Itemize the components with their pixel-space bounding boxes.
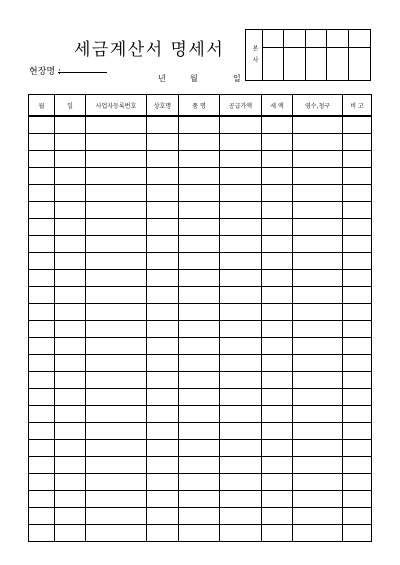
cell-month[interactable]	[29, 423, 55, 440]
cell-item[interactable]	[179, 168, 220, 185]
cell-day[interactable]	[55, 151, 86, 168]
cell-item[interactable]	[179, 304, 220, 321]
cell-month[interactable]	[29, 338, 55, 355]
cell-business-no[interactable]	[86, 372, 147, 389]
cell-receipt-claim[interactable]	[293, 321, 343, 338]
date-month-label: 월	[190, 74, 198, 83]
approval-grid	[263, 30, 370, 80]
cell-item[interactable]	[179, 355, 220, 372]
cell-receipt-claim[interactable]	[293, 236, 343, 253]
cell-business-no[interactable]	[86, 474, 147, 491]
cell-day[interactable]	[55, 474, 86, 491]
header-supply-amount: 공급가액	[220, 95, 262, 117]
table-row	[29, 508, 372, 525]
approval-sign-cell[interactable]	[349, 48, 370, 80]
cell-day[interactable]	[55, 304, 86, 321]
cell-business-no[interactable]	[86, 525, 147, 542]
cell-item[interactable]	[179, 270, 220, 287]
cell-receipt-claim[interactable]	[293, 372, 343, 389]
cell-item[interactable]	[179, 525, 220, 542]
cell-company[interactable]	[147, 168, 179, 185]
cell-supply-amount[interactable]	[220, 219, 262, 236]
cell-remarks[interactable]	[343, 304, 372, 321]
cell-receipt-claim[interactable]	[293, 406, 343, 423]
cell-company[interactable]	[147, 440, 179, 457]
cell-supply-amount[interactable]	[220, 406, 262, 423]
cell-business-no[interactable]	[86, 440, 147, 457]
cell-day[interactable]	[55, 168, 86, 185]
header-month: 월	[29, 95, 55, 117]
cell-business-no[interactable]	[86, 338, 147, 355]
cell-company[interactable]	[147, 116, 179, 134]
cell-item[interactable]	[179, 491, 220, 508]
cell-company[interactable]	[147, 491, 179, 508]
cell-remarks[interactable]	[343, 168, 372, 185]
cell-remarks[interactable]	[343, 355, 372, 372]
table-row	[29, 116, 372, 134]
cell-business-no[interactable]	[86, 253, 147, 270]
cell-month[interactable]	[29, 236, 55, 253]
cell-remarks[interactable]	[343, 253, 372, 270]
approval-sign-cell[interactable]	[284, 48, 305, 80]
cell-supply-amount[interactable]	[220, 389, 262, 406]
cell-month[interactable]	[29, 134, 55, 151]
cell-day[interactable]	[55, 219, 86, 236]
cell-item[interactable]	[179, 116, 220, 134]
cell-tax[interactable]	[262, 134, 293, 151]
table-row	[29, 287, 372, 304]
cell-month[interactable]	[29, 508, 55, 525]
cell-remarks[interactable]	[343, 372, 372, 389]
cell-month[interactable]	[29, 457, 55, 474]
cell-day[interactable]	[55, 525, 86, 542]
cell-day[interactable]	[55, 508, 86, 525]
cell-tax[interactable]	[262, 116, 293, 134]
approval-label: 본 사	[246, 30, 263, 80]
cell-item[interactable]	[179, 338, 220, 355]
cell-business-no[interactable]	[86, 423, 147, 440]
cell-supply-amount[interactable]	[220, 168, 262, 185]
cell-day[interactable]	[55, 389, 86, 406]
cell-company[interactable]	[147, 202, 179, 219]
cell-day[interactable]	[55, 253, 86, 270]
cell-business-no[interactable]	[86, 116, 147, 134]
cell-remarks[interactable]	[343, 287, 372, 304]
cell-company[interactable]	[147, 304, 179, 321]
cell-item[interactable]	[179, 236, 220, 253]
cell-receipt-claim[interactable]	[293, 338, 343, 355]
cell-item[interactable]	[179, 508, 220, 525]
cell-remarks[interactable]	[343, 270, 372, 287]
table-row	[29, 525, 372, 542]
cell-supply-amount[interactable]	[220, 253, 262, 270]
cell-supply-amount[interactable]	[220, 338, 262, 355]
cell-remarks[interactable]	[343, 321, 372, 338]
cell-tax[interactable]	[262, 406, 293, 423]
cell-receipt-claim[interactable]	[293, 491, 343, 508]
cell-day[interactable]	[55, 372, 86, 389]
cell-receipt-claim[interactable]	[293, 457, 343, 474]
cell-day[interactable]	[55, 423, 86, 440]
statement-table	[28, 94, 372, 542]
cell-tax[interactable]	[262, 185, 293, 202]
header-remarks: 비 고	[343, 95, 372, 117]
cell-day[interactable]	[55, 134, 86, 151]
cell-business-no[interactable]	[86, 236, 147, 253]
cell-month[interactable]	[29, 219, 55, 236]
cell-item[interactable]	[179, 457, 220, 474]
cell-business-no[interactable]	[86, 406, 147, 423]
cell-receipt-claim[interactable]	[293, 116, 343, 134]
cell-day[interactable]	[55, 236, 86, 253]
cell-receipt-claim[interactable]	[293, 168, 343, 185]
cell-supply-amount[interactable]	[220, 423, 262, 440]
cell-receipt-claim[interactable]	[293, 525, 343, 542]
cell-month[interactable]	[29, 406, 55, 423]
table-row	[29, 219, 372, 236]
cell-remarks[interactable]	[343, 423, 372, 440]
header-tax: 세 액	[262, 95, 293, 117]
table-row	[29, 338, 372, 355]
cell-tax[interactable]	[262, 474, 293, 491]
cell-remarks[interactable]	[343, 338, 372, 355]
cell-month[interactable]	[29, 168, 55, 185]
cell-month[interactable]	[29, 389, 55, 406]
cell-company[interactable]	[147, 338, 179, 355]
cell-company[interactable]	[147, 287, 179, 304]
cell-month[interactable]	[29, 116, 55, 134]
cell-item[interactable]	[179, 474, 220, 491]
cell-remarks[interactable]	[343, 116, 372, 134]
cell-day[interactable]	[55, 491, 86, 508]
cell-day[interactable]	[55, 287, 86, 304]
cell-receipt-claim[interactable]	[293, 185, 343, 202]
cell-business-no[interactable]	[86, 168, 147, 185]
cell-supply-amount[interactable]	[220, 525, 262, 542]
cell-business-no[interactable]	[86, 389, 147, 406]
cell-tax[interactable]	[262, 304, 293, 321]
cell-supply-amount[interactable]	[220, 116, 262, 134]
table-row	[29, 253, 372, 270]
cell-business-no[interactable]	[86, 202, 147, 219]
cell-business-no[interactable]	[86, 270, 147, 287]
cell-remarks[interactable]	[343, 202, 372, 219]
cell-month[interactable]	[29, 287, 55, 304]
table-row	[29, 474, 372, 491]
cell-tax[interactable]	[262, 423, 293, 440]
cell-company[interactable]	[147, 406, 179, 423]
cell-remarks[interactable]	[343, 474, 372, 491]
cell-item[interactable]	[179, 372, 220, 389]
cell-company[interactable]	[147, 457, 179, 474]
cell-receipt-claim[interactable]	[293, 389, 343, 406]
cell-month[interactable]	[29, 151, 55, 168]
table-row	[29, 406, 372, 423]
cell-supply-amount[interactable]	[220, 440, 262, 457]
cell-business-no[interactable]	[86, 508, 147, 525]
cell-receipt-claim[interactable]	[293, 134, 343, 151]
cell-tax[interactable]	[262, 372, 293, 389]
cell-month[interactable]	[29, 491, 55, 508]
cell-business-no[interactable]	[86, 355, 147, 372]
header-receipt-claim: 영수,청구	[293, 95, 343, 117]
table-row	[29, 151, 372, 168]
cell-month[interactable]	[29, 253, 55, 270]
cell-supply-amount[interactable]	[220, 304, 262, 321]
cell-company[interactable]	[147, 134, 179, 151]
cell-receipt-claim[interactable]	[293, 270, 343, 287]
table-row	[29, 270, 372, 287]
approval-title-cell	[306, 30, 327, 48]
cell-supply-amount[interactable]	[220, 185, 262, 202]
cell-remarks[interactable]	[343, 389, 372, 406]
cell-tax[interactable]	[262, 321, 293, 338]
cell-month[interactable]	[29, 304, 55, 321]
cell-receipt-claim[interactable]	[293, 287, 343, 304]
cell-supply-amount[interactable]	[220, 134, 262, 151]
cell-day[interactable]	[55, 185, 86, 202]
cell-receipt-claim[interactable]	[293, 474, 343, 491]
cell-tax[interactable]	[262, 440, 293, 457]
cell-receipt-claim[interactable]	[293, 423, 343, 440]
header-day: 일	[55, 95, 86, 117]
cell-supply-amount[interactable]	[220, 270, 262, 287]
document-title: 세금계산서 명세서	[74, 40, 225, 60]
cell-receipt-claim[interactable]	[293, 304, 343, 321]
cell-remarks[interactable]	[343, 406, 372, 423]
cell-company[interactable]	[147, 321, 179, 338]
table-row	[29, 440, 372, 457]
cell-company[interactable]	[147, 508, 179, 525]
cell-business-no[interactable]	[86, 219, 147, 236]
cell-tax[interactable]	[262, 168, 293, 185]
cell-tax[interactable]	[262, 338, 293, 355]
cell-item[interactable]	[179, 185, 220, 202]
table-row	[29, 355, 372, 372]
table-header-row	[29, 95, 372, 117]
cell-month[interactable]	[29, 440, 55, 457]
cell-supply-amount[interactable]	[220, 474, 262, 491]
cell-tax[interactable]	[262, 151, 293, 168]
table-row	[29, 168, 372, 185]
table-row	[29, 134, 372, 151]
cell-supply-amount[interactable]	[220, 321, 262, 338]
cell-business-no[interactable]	[86, 134, 147, 151]
cell-day[interactable]	[55, 202, 86, 219]
table-row	[29, 304, 372, 321]
cell-remarks[interactable]	[343, 508, 372, 525]
cell-day[interactable]	[55, 270, 86, 287]
cell-business-no[interactable]	[86, 491, 147, 508]
cell-item[interactable]	[179, 406, 220, 423]
cell-day[interactable]	[55, 355, 86, 372]
cell-tax[interactable]	[262, 236, 293, 253]
cell-day[interactable]	[55, 338, 86, 355]
table-row	[29, 389, 372, 406]
cell-business-no[interactable]	[86, 287, 147, 304]
cell-remarks[interactable]	[343, 134, 372, 151]
cell-item[interactable]	[179, 321, 220, 338]
header-business-no: 사업자등록번호	[86, 95, 147, 117]
cell-month[interactable]	[29, 525, 55, 542]
site-name-label: 현장명 :	[29, 67, 61, 77]
header-company: 상호명	[147, 95, 179, 117]
cell-month[interactable]	[29, 321, 55, 338]
approval-title-cell	[349, 30, 370, 48]
cell-day[interactable]	[55, 440, 86, 457]
cell-company[interactable]	[147, 236, 179, 253]
site-name-field[interactable]	[58, 72, 107, 73]
date-year-label: 년	[158, 74, 166, 83]
approval-sign-cell[interactable]	[263, 48, 284, 80]
cell-item[interactable]	[179, 253, 220, 270]
table-row	[29, 202, 372, 219]
cell-company[interactable]	[147, 474, 179, 491]
cell-tax[interactable]	[262, 202, 293, 219]
cell-tax[interactable]	[262, 525, 293, 542]
table-row	[29, 185, 372, 202]
cell-item[interactable]	[179, 440, 220, 457]
cell-company[interactable]	[147, 372, 179, 389]
cell-supply-amount[interactable]	[220, 508, 262, 525]
cell-supply-amount[interactable]	[220, 236, 262, 253]
approval-title-cell	[284, 30, 305, 48]
cell-business-no[interactable]	[86, 151, 147, 168]
cell-business-no[interactable]	[86, 457, 147, 474]
cell-tax[interactable]	[262, 355, 293, 372]
cell-receipt-claim[interactable]	[293, 219, 343, 236]
cell-remarks[interactable]	[343, 236, 372, 253]
cell-company[interactable]	[147, 525, 179, 542]
cell-company[interactable]	[147, 253, 179, 270]
cell-item[interactable]	[179, 287, 220, 304]
cell-receipt-claim[interactable]	[293, 440, 343, 457]
cell-tax[interactable]	[262, 270, 293, 287]
cell-month[interactable]	[29, 185, 55, 202]
cell-company[interactable]	[147, 270, 179, 287]
cell-day[interactable]	[55, 321, 86, 338]
cell-item[interactable]	[179, 423, 220, 440]
cell-receipt-claim[interactable]	[293, 355, 343, 372]
cell-item[interactable]	[179, 134, 220, 151]
cell-remarks[interactable]	[343, 151, 372, 168]
cell-company[interactable]	[147, 185, 179, 202]
cell-remarks[interactable]	[343, 525, 372, 542]
cell-supply-amount[interactable]	[220, 457, 262, 474]
cell-receipt-claim[interactable]	[293, 151, 343, 168]
date-day-label: 일	[233, 74, 241, 83]
cell-company[interactable]	[147, 423, 179, 440]
table-row	[29, 491, 372, 508]
cell-day[interactable]	[55, 457, 86, 474]
table-body	[29, 116, 372, 542]
cell-tax[interactable]	[262, 491, 293, 508]
table-row	[29, 372, 372, 389]
approval-sign-cell[interactable]	[306, 48, 327, 80]
cell-month[interactable]	[29, 372, 55, 389]
cell-remarks[interactable]	[343, 185, 372, 202]
cell-supply-amount[interactable]	[220, 355, 262, 372]
header-item: 품 명	[179, 95, 220, 117]
cell-tax[interactable]	[262, 508, 293, 525]
cell-tax[interactable]	[262, 287, 293, 304]
cell-item[interactable]	[179, 202, 220, 219]
cell-business-no[interactable]	[86, 321, 147, 338]
table-row	[29, 423, 372, 440]
approval-box	[245, 29, 371, 81]
cell-tax[interactable]	[262, 389, 293, 406]
cell-company[interactable]	[147, 355, 179, 372]
table-row	[29, 321, 372, 338]
cell-item[interactable]	[179, 219, 220, 236]
cell-receipt-claim[interactable]	[293, 508, 343, 525]
cell-item[interactable]	[179, 389, 220, 406]
cell-remarks[interactable]	[343, 440, 372, 457]
cell-tax[interactable]	[262, 219, 293, 236]
cell-supply-amount[interactable]	[220, 491, 262, 508]
cell-tax[interactable]	[262, 457, 293, 474]
approval-title-cell	[327, 30, 348, 48]
table-row	[29, 236, 372, 253]
cell-supply-amount[interactable]	[220, 151, 262, 168]
cell-remarks[interactable]	[343, 219, 372, 236]
cell-receipt-claim[interactable]	[293, 202, 343, 219]
approval-sign-cell[interactable]	[327, 48, 348, 80]
cell-remarks[interactable]	[343, 491, 372, 508]
cell-item[interactable]	[179, 151, 220, 168]
cell-month[interactable]	[29, 355, 55, 372]
cell-supply-amount[interactable]	[220, 202, 262, 219]
cell-business-no[interactable]	[86, 304, 147, 321]
cell-company[interactable]	[147, 219, 179, 236]
approval-title-cell	[263, 30, 284, 48]
cell-company[interactable]	[147, 389, 179, 406]
cell-supply-amount[interactable]	[220, 372, 262, 389]
cell-business-no[interactable]	[86, 185, 147, 202]
cell-month[interactable]	[29, 202, 55, 219]
cell-month[interactable]	[29, 270, 55, 287]
table-row	[29, 457, 372, 474]
cell-supply-amount[interactable]	[220, 287, 262, 304]
cell-day[interactable]	[55, 406, 86, 423]
cell-receipt-claim[interactable]	[293, 253, 343, 270]
cell-tax[interactable]	[262, 253, 293, 270]
cell-remarks[interactable]	[343, 457, 372, 474]
cell-company[interactable]	[147, 151, 179, 168]
cell-day[interactable]	[55, 116, 86, 134]
cell-month[interactable]	[29, 474, 55, 491]
